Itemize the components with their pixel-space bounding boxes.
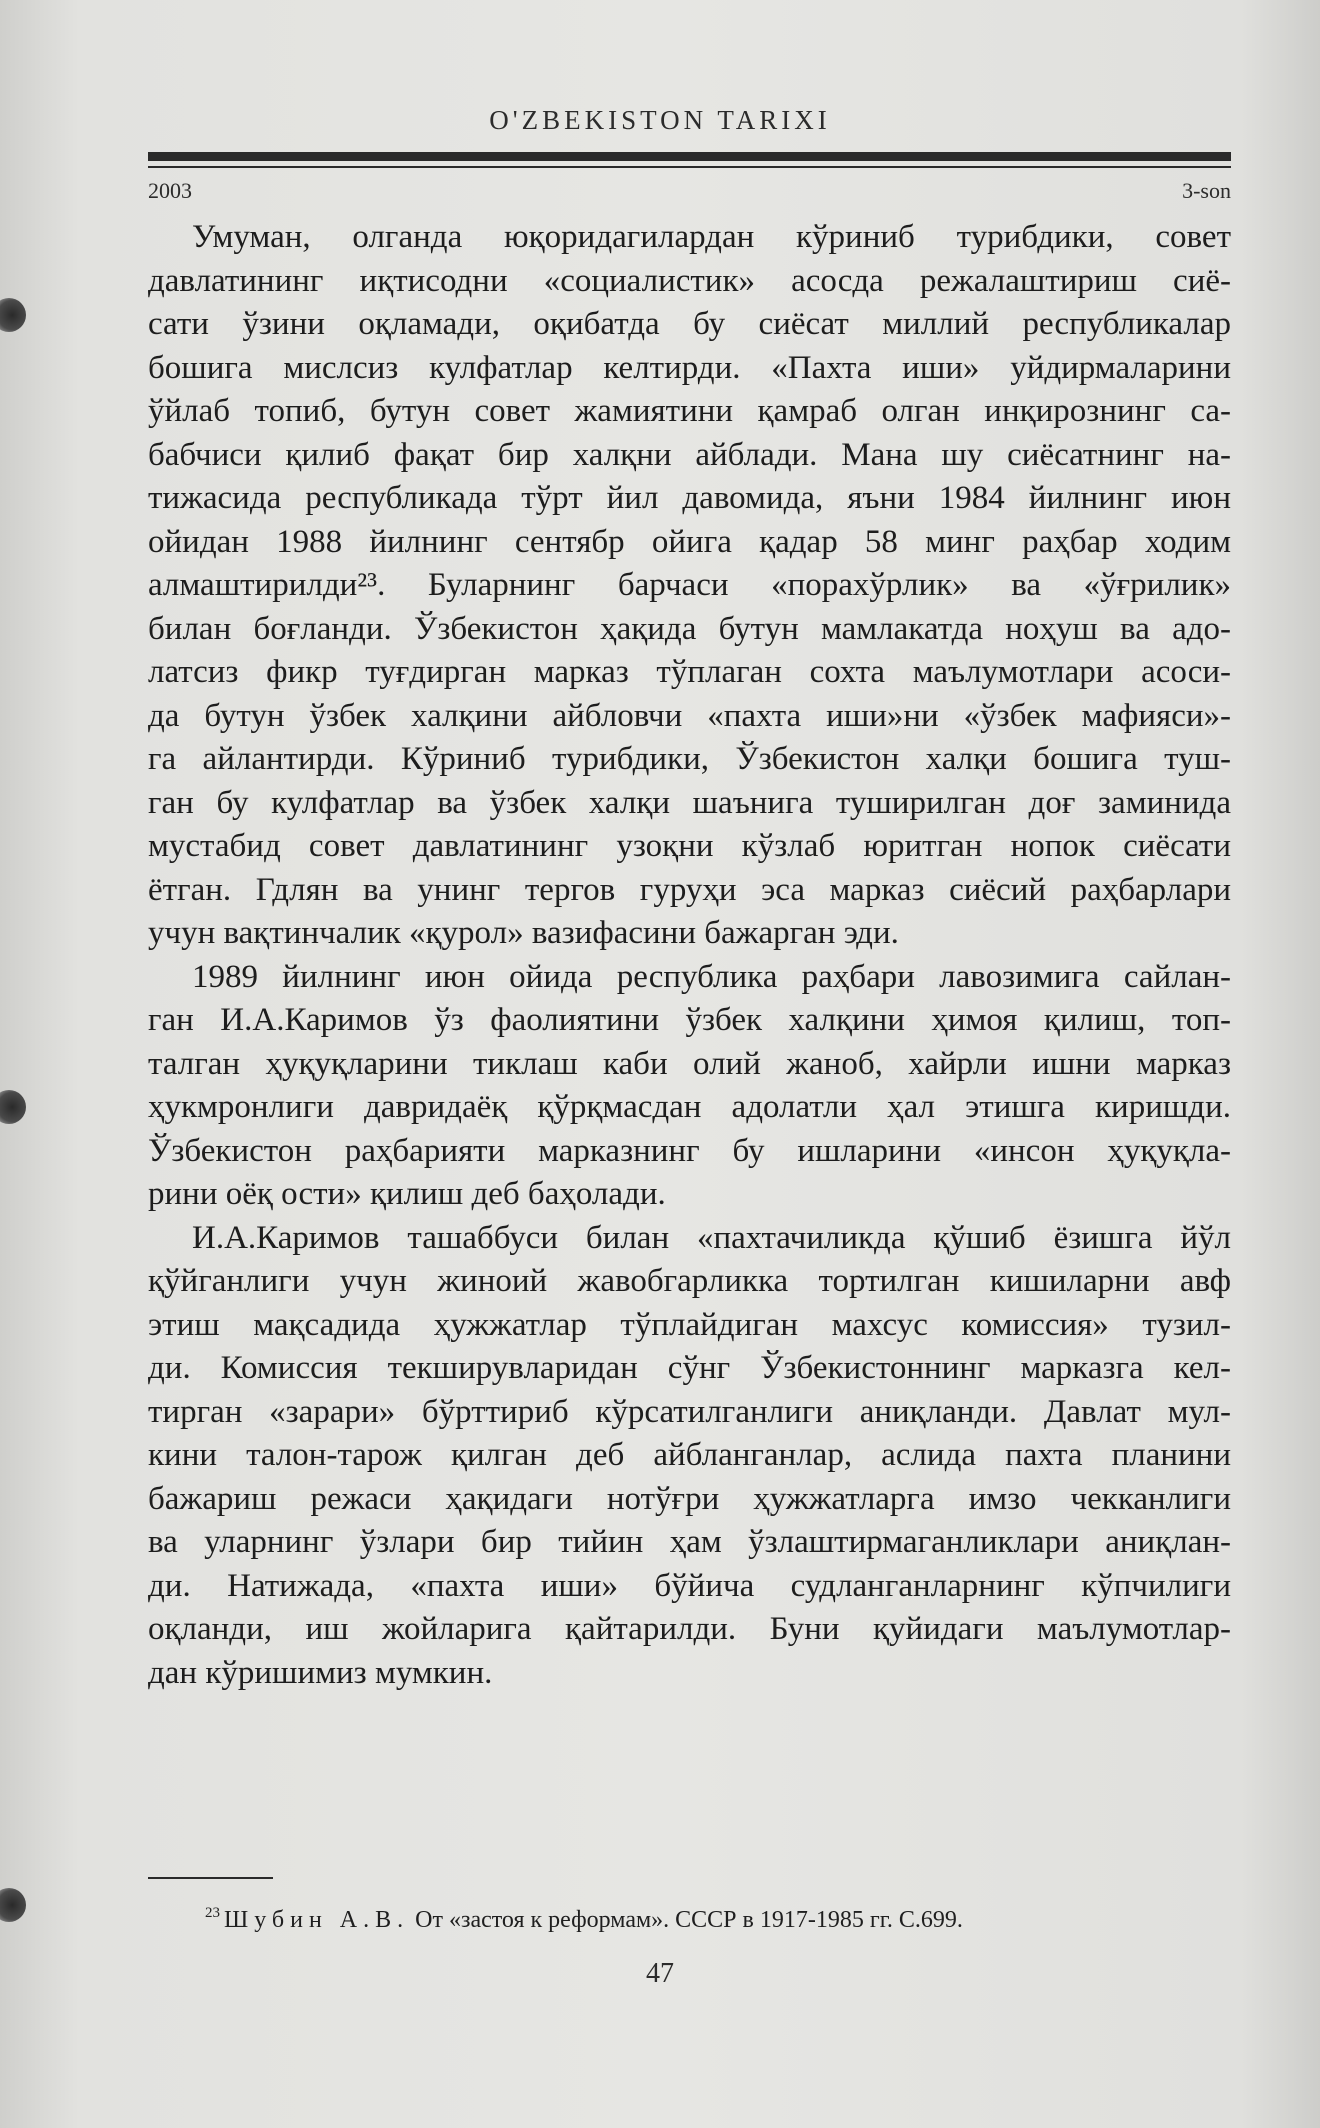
text-line: ган бу кулфатлар ва ўзбек халқи шаънига туширилган доғ заминида (148, 784, 1231, 821)
text-line: билан боғланди. Ўзбекистон ҳақида бутун мамлакатда ноҳуш ва адо- (148, 610, 1231, 647)
punch-hole (0, 298, 26, 332)
text-line: тижасида республикада тўрт йил давомида, яъни 1984 йилнинг июн (148, 480, 1231, 516)
text-line: ўйлаб топиб, бутун совет жамиятини қамраб олган инқирознинг са- (148, 393, 1231, 429)
footnote-number: 23 (205, 1905, 220, 1921)
text-line: латсиз фикр туғдирган марказ тўплаган сохта маълумотлари асоси- (148, 654, 1231, 690)
punch-hole (0, 1090, 26, 1124)
footnote-rule (148, 1877, 273, 1879)
footnote-author: Шубин А.В. (224, 1907, 410, 1933)
text-line: ҳукмронлиги давридаёқ қўрқмасдан адолатли ҳал этишга киришди. (148, 1089, 1231, 1125)
article-body (148, 216, 1231, 1695)
text-line: ётган. Гдлян ва унинг тергов гуруҳи эса марказ сиёсий раҳбарлари (148, 871, 1231, 908)
text-line: да бутун ўзбек халқини айбловчи «пахта иши»ни «ўзбек мафияси»- (148, 697, 1231, 734)
issue-number: 3-son (1182, 178, 1231, 203)
footnote-text: От «застоя к реформам». СССР в 1917-1985 гг. С.699. (415, 1907, 963, 1933)
text-line: сати ўзини оқламади, оқибатда бу сиёсат миллий республикалар (148, 306, 1231, 342)
text-line: бабчиси қилиб фақат бир халқни айблади. Мана шу сиёсатнинг на- (148, 436, 1231, 473)
text-line: ойидан 1988 йилнинг сентябр ойига қадар 58 минг раҳбар ходим (148, 523, 1231, 560)
page-number: 47 (646, 1958, 674, 1989)
text-line: бошига мислсиз кулфатлар келтирди. «Пахта иши» уйдирмаларини (148, 349, 1231, 386)
text-line: алмаштирилди²³. Буларнинг барчаси «порахўрлик» ва «ўғрилик» (148, 567, 1231, 603)
text-line: ва уларнинг ўзлари бир тийин ҳам ўзлаштирмаганликлари аниқлан- (148, 1524, 1231, 1560)
text-line: учун вақтинчалик «қурол» вазифасини бажарган эди. (148, 915, 899, 951)
text-line: 1989 йилнинг июн ойида республика раҳбари лавозимига сайлан- (192, 958, 1231, 995)
text-line: рини оёқ ости» қилиш деб баҳолади. (148, 1176, 666, 1212)
text-line: ган И.А.Каримов ўз фаолиятини ўзбек халқини ҳимоя қилиш, топ- (148, 1002, 1231, 1038)
text-line: давлатининг иқтисодни «социалистик» асосда режалаштириш сиё- (148, 262, 1231, 299)
issue-year: 2003 (148, 178, 192, 203)
text-line: этиш мақсадида ҳужжатлар тўплайдиган махсус комиссия» тузил- (148, 1306, 1231, 1343)
journal-title: O'ZBEKISTON TARIXI (489, 105, 831, 135)
footnote (205, 1907, 963, 1934)
text-line: кини талон-тарож қилган деб айбланганлар, аслида пахта планини (148, 1437, 1231, 1473)
text-line: мустабид совет давлатининг узоқни кўзлаб юритган нопок сиёсати (148, 828, 1231, 864)
text-line: га айлантирди. Кўриниб турибдики, Ўзбекистон халқи бошига туш- (148, 741, 1231, 777)
paragraph (148, 1217, 1231, 1696)
text-line: ди. Комиссия текширувларидан сўнг Ўзбекистоннинг марказга кел- (148, 1350, 1231, 1386)
header-rule-thin (148, 166, 1231, 168)
paragraph (148, 956, 1231, 1217)
header-rule-thick (148, 152, 1231, 161)
text-line: тирган «зарари» бўрттириб кўрсатилганлиги аниқланди. Давлат мул- (148, 1393, 1231, 1430)
text-line: қўйганлиги учун жиноий жавобгарликка тортилган кишиларни авф (148, 1263, 1231, 1299)
text-line: Ўзбекистон раҳбарияти марказнинг бу ишларини «инсон ҳуқуқла- (148, 1132, 1231, 1169)
text-line: оқланди, иш жойларига қайтарилди. Буни қуйидаги маълумотлар- (148, 1611, 1231, 1647)
text-line: дан кўришимиз мумкин. (148, 1654, 493, 1691)
text-line: бажариш режаси ҳақидаги нотўғри ҳужжатларга имзо чекканлиги (148, 1480, 1231, 1517)
text-line: талган ҳуқуқларини тиклаш каби олий жаноб, хайрли ишни марказ (148, 1045, 1231, 1082)
text-line: Умуман, олганда юқоридагилардан кўриниб турибдики, совет (192, 219, 1231, 255)
text-line: И.А.Каримов ташаббуси билан «пахтачиликда қўшиб ёзишга йўл (192, 1219, 1231, 1256)
text-line: ди. Натижада, «пахта иши» бўйича судланганларнинг кўпчилиги (148, 1567, 1231, 1604)
punch-hole (0, 1888, 26, 1922)
paragraph (148, 216, 1231, 956)
